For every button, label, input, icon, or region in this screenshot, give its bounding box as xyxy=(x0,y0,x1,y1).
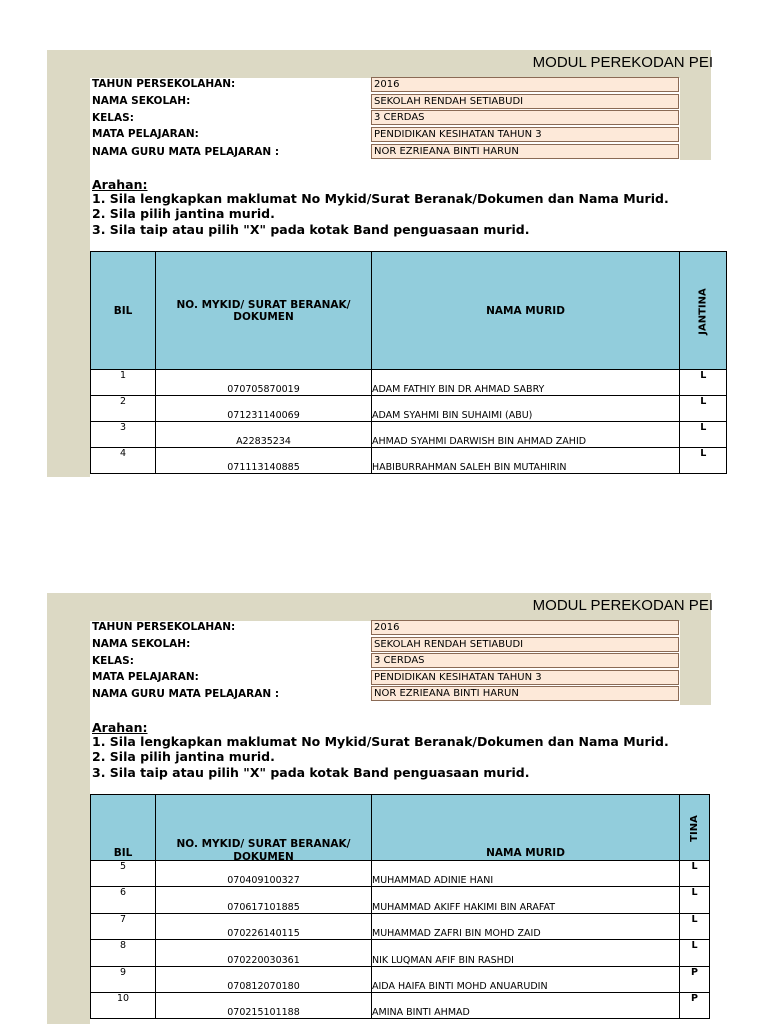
field-kelas[interactable]: 3 CERDAS xyxy=(371,653,679,668)
cell-nama[interactable]: NIK LUQMAN AFIF BIN RASHDI xyxy=(372,940,680,967)
cell-id[interactable]: 070705870019 xyxy=(156,370,372,396)
arahan-line-1: 1. Sila lengkapkan maklumat No Mykid/Surat Beranak/Dokumen dan Nama Murid. xyxy=(92,191,669,206)
cell-id[interactable]: 070226140115 xyxy=(156,914,372,940)
cell-jantina[interactable]: L xyxy=(680,396,727,422)
label-kelas: KELAS: xyxy=(92,112,134,124)
student-table xyxy=(90,251,727,474)
right-margin-band xyxy=(680,78,711,160)
cell-jantina[interactable]: L xyxy=(680,861,710,887)
cell-jantina[interactable]: L xyxy=(680,370,727,396)
label-tahun: TAHUN PERSEKOLAHAN: xyxy=(92,78,236,90)
label-mata-pelajaran: MATA PELAJARAN: xyxy=(92,128,199,140)
label-kelas: KELAS: xyxy=(92,655,134,667)
label-nama-guru: NAMA GURU MATA PELAJARAN : xyxy=(92,146,280,158)
cell-nama[interactable]: AMINA BINTI AHMAD xyxy=(372,993,680,1019)
cell-bil: 3 xyxy=(91,422,156,448)
right-margin-band xyxy=(680,621,711,705)
table-row xyxy=(91,422,727,448)
cell-bil: 1 xyxy=(91,370,156,396)
left-margin-band xyxy=(47,621,90,1024)
cell-nama[interactable]: ADAM SYAHMI BIN SUHAIMI (ABU) xyxy=(372,396,680,422)
cell-bil: 7 xyxy=(91,914,156,940)
header-bil: BIL xyxy=(91,252,156,370)
cell-jantina[interactable]: L xyxy=(680,448,727,474)
table-row xyxy=(91,396,727,422)
page-title: MODUL PEREKODAN PEI xyxy=(532,54,713,71)
cell-nama[interactable]: ADAM FATHIY BIN DR AHMAD SABRY xyxy=(372,370,680,396)
cell-id[interactable]: 070215101188 xyxy=(156,993,372,1019)
cell-id[interactable]: A22835234 xyxy=(156,422,372,448)
arahan-line-2: 2. Sila pilih jantina murid. xyxy=(92,206,275,221)
label-nama-guru: NAMA GURU MATA PELAJARAN : xyxy=(92,688,280,700)
cell-bil: 4 xyxy=(91,448,156,474)
cell-id[interactable]: 070220030361 xyxy=(156,940,372,967)
cell-jantina[interactable]: L xyxy=(680,422,727,448)
table-row xyxy=(91,861,710,887)
field-tahun[interactable]: 2016 xyxy=(371,77,679,92)
header-jantina: JANTINA xyxy=(680,252,727,370)
table-row xyxy=(91,370,727,396)
field-nama-guru[interactable]: NOR EZRIEANA BINTI HARUN xyxy=(371,144,679,159)
cell-jantina[interactable]: L xyxy=(680,887,710,914)
table-row xyxy=(91,967,710,993)
header-bil: BIL xyxy=(91,795,156,861)
label-mata-pelajaran: MATA PELAJARAN: xyxy=(92,671,199,683)
left-margin-band xyxy=(47,78,90,477)
cell-jantina[interactable]: P xyxy=(680,967,710,993)
cell-nama[interactable]: MUHAMMAD ADINIE HANI xyxy=(372,861,680,887)
table-row xyxy=(91,940,710,967)
field-kelas[interactable]: 3 CERDAS xyxy=(371,110,679,125)
table-row xyxy=(91,993,710,1019)
student-table xyxy=(90,794,710,1019)
field-sekolah[interactable]: SEKOLAH RENDAH SETIABUDI xyxy=(371,637,679,652)
arahan-heading: Arahan: xyxy=(92,720,148,735)
arahan-line-2: 2. Sila pilih jantina murid. xyxy=(92,749,275,764)
cell-id[interactable]: 071113140885 xyxy=(156,448,372,474)
arahan-heading: Arahan: xyxy=(92,177,148,192)
header-jantina: TINA xyxy=(680,795,710,861)
table-row xyxy=(91,887,710,914)
field-tahun[interactable]: 2016 xyxy=(371,620,679,635)
cell-jantina[interactable]: P xyxy=(680,993,710,1019)
cell-nama[interactable]: AHMAD SYAHMI DARWISH BIN AHMAD ZAHID xyxy=(372,422,680,448)
arahan-line-1: 1. Sila lengkapkan maklumat No Mykid/Surat Beranak/Dokumen dan Nama Murid. xyxy=(92,734,669,749)
cell-nama[interactable]: MUHAMMAD AKIFF HAKIMI BIN ARAFAT xyxy=(372,887,680,914)
field-sekolah[interactable]: SEKOLAH RENDAH SETIABUDI xyxy=(371,94,679,109)
cell-jantina[interactable]: L xyxy=(680,940,710,967)
header-nama: NAMA MURID xyxy=(372,795,680,861)
header-nama: NAMA MURID xyxy=(372,252,680,370)
header-id: NO. MYKID/ SURAT BERANAK/ DOKUMEN xyxy=(156,795,372,861)
table-row xyxy=(91,914,710,940)
cell-bil: 6 xyxy=(91,887,156,914)
arahan-line-3: 3. Sila taip atau pilih "X" pada kotak Band penguasaan murid. xyxy=(92,765,530,780)
cell-nama[interactable]: AIDA HAIFA BINTI MOHD ANUARUDIN xyxy=(372,967,680,993)
field-mata-pelajaran[interactable]: PENDIDIKAN KESIHATAN TAHUN 3 xyxy=(371,127,679,142)
cell-jantina[interactable]: L xyxy=(680,914,710,940)
table-row xyxy=(91,448,727,474)
header-id: NO. MYKID/ SURAT BERANAK/ DOKUMEN xyxy=(156,252,372,370)
cell-bil: 2 xyxy=(91,396,156,422)
table-header-row xyxy=(91,795,710,861)
label-tahun: TAHUN PERSEKOLAHAN: xyxy=(92,621,236,633)
label-sekolah: NAMA SEKOLAH: xyxy=(92,95,191,107)
cell-bil: 10 xyxy=(91,993,156,1019)
field-nama-guru[interactable]: NOR EZRIEANA BINTI HARUN xyxy=(371,686,679,701)
field-mata-pelajaran[interactable]: PENDIDIKAN KESIHATAN TAHUN 3 xyxy=(371,670,679,685)
cell-nama[interactable]: HABIBURRAHMAN SALEH BIN MUTAHIRIN xyxy=(372,448,680,474)
page-title: MODUL PEREKODAN PEI xyxy=(532,597,713,614)
table-header-row xyxy=(91,252,727,370)
cell-id[interactable]: 071231140069 xyxy=(156,396,372,422)
cell-bil: 9 xyxy=(91,967,156,993)
cell-bil: 5 xyxy=(91,861,156,887)
cell-id[interactable]: 070617101885 xyxy=(156,887,372,914)
arahan-line-3: 3. Sila taip atau pilih "X" pada kotak Band penguasaan murid. xyxy=(92,222,530,237)
cell-id[interactable]: 070409100327 xyxy=(156,861,372,887)
cell-id[interactable]: 070812070180 xyxy=(156,967,372,993)
cell-nama[interactable]: MUHAMMAD ZAFRI BIN MOHD ZAID xyxy=(372,914,680,940)
label-sekolah: NAMA SEKOLAH: xyxy=(92,638,191,650)
cell-bil: 8 xyxy=(91,940,156,967)
